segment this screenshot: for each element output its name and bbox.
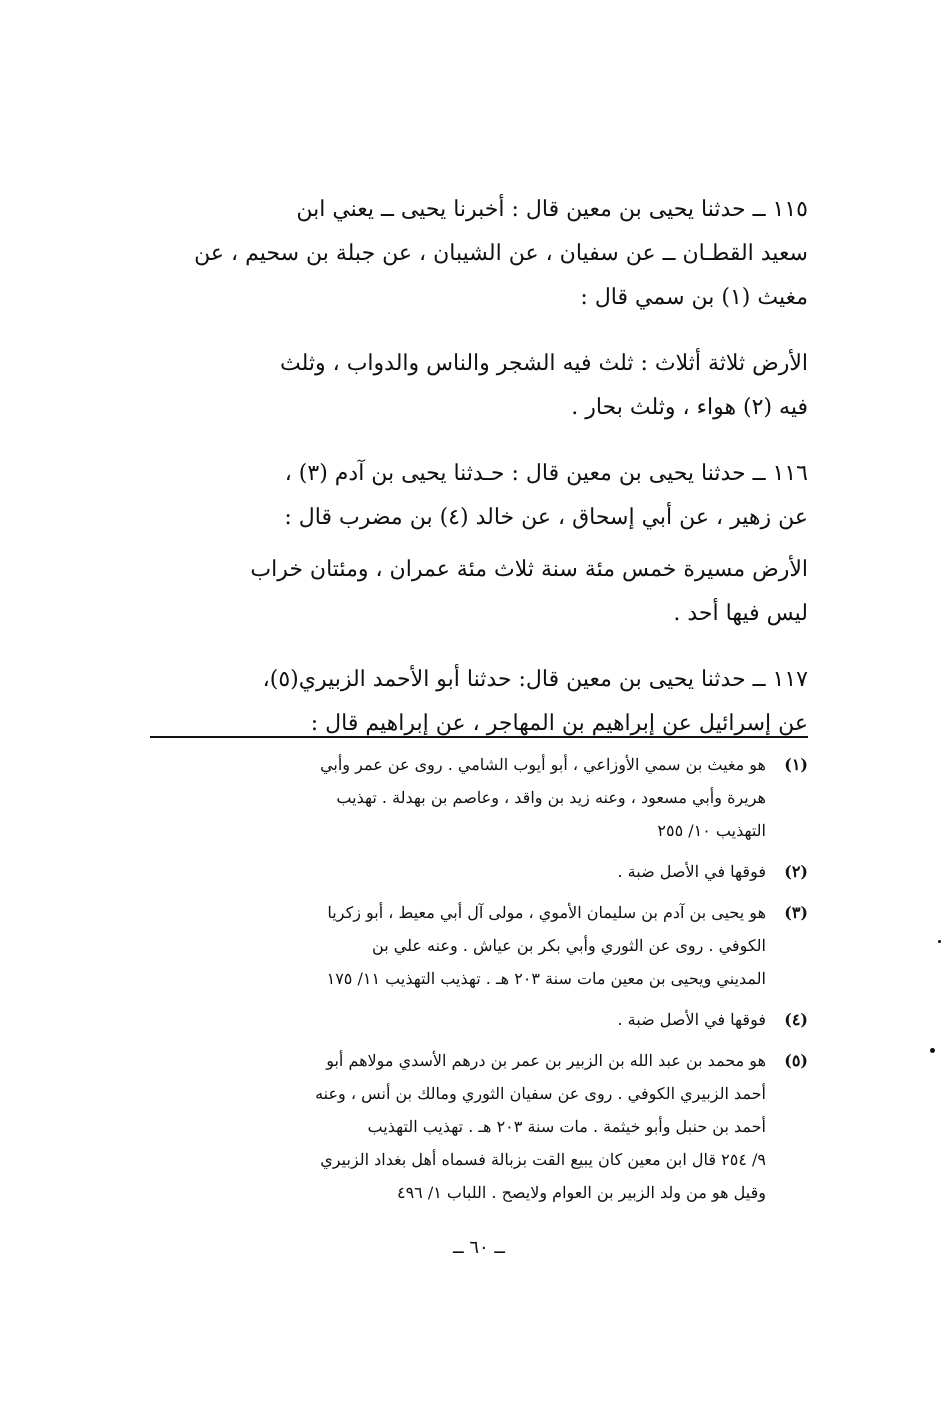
text-line: ١١٧ ــ حدثنا يحيى بن معين قال: حدثنا أبو الأحمد الزبيري(٥)،: [262, 667, 808, 692]
footnote-number: (١): [784, 755, 808, 774]
footnote-line: التهذيب ١٠/ ٢٥٥: [657, 821, 766, 840]
footnote-5: [150, 1044, 808, 1209]
text-line: سعيد القطـان ــ عن سفيان ، عن الشيبان ، عن جبلة بن سحيم ، عن: [194, 241, 808, 266]
footnote-text: [150, 1044, 766, 1209]
text-line: عن إسرائيل عن إبراهيم بن المهاجر ، عن إبراهيم قال :: [310, 711, 808, 736]
footnote-1: [150, 748, 808, 847]
scan-speck: [938, 940, 941, 943]
book-page: [150, 188, 808, 1268]
footnote-line: الكوفي . روى عن الثوري وأبي بكر بن عياش . وعنه علي بن: [372, 936, 766, 955]
footnote-number: (٥): [784, 1051, 808, 1070]
footnote-line: وقيل هو من ولد الزبير بن العوام ولايصح . اللباب ١/ ٤٩٦: [396, 1183, 766, 1202]
footnotes: [150, 748, 808, 1217]
footnote-line: فوقها في الأصل ضبة .: [617, 1010, 766, 1029]
footnote-line: هريرة وأبي مسعود ، وعنه زيد بن واقد ، وعاصم بن بهدلة . تهذيب: [336, 788, 766, 807]
footnote-2: [150, 855, 808, 888]
text-line: ١١٦ ــ حدثنا يحيى بن معين قال : حـدثنا يحيى بن آدم (٣) ،: [284, 461, 808, 486]
text-line: عن زهير ، عن أبي إسحاق ، عن خالد (٤) بن مضرب قال :: [284, 505, 808, 530]
footnote-line: ٩/ ٢٥٤ قال ابن معين كان يبيع القت بزبالة فسماه أهل بغداد الزبيري: [320, 1150, 766, 1169]
entry-117-isnad: [150, 658, 808, 746]
entry-116-isnad: [150, 452, 808, 540]
footnote-line: فوقها في الأصل ضبة .: [617, 862, 766, 881]
text-line: الأرض مسيرة خمس مئة سنة ثلاث مئة عمران ، ومئتان خراب: [250, 557, 808, 582]
text-line: الأرض ثلاثة أثلاث : ثلث فيه الشجر والناس والدواب ، وثلث: [279, 351, 808, 376]
entry-116-matn: [150, 548, 808, 636]
scan-speck: [930, 1048, 935, 1053]
footnote-number: (٤): [784, 1010, 808, 1029]
footnote-number: (٢): [784, 862, 808, 881]
text-line: ليس فيها أحد .: [673, 601, 808, 626]
page-number: ــ ٦٠ ــ: [453, 1237, 505, 1258]
footnote-line: هو يحيى بن آدم بن سليمان الأموي ، مولى آل أبي معيط ، أبو زكريا: [327, 903, 766, 922]
footnote-text: [150, 1003, 766, 1036]
entry-115-matn: [150, 342, 808, 430]
footnote-line: هو محمد بن عبد الله بن الزبير بن عمر بن درهم الأسدي مولاهم أبو: [326, 1051, 766, 1070]
footnote-text: [150, 748, 766, 847]
footnote-text: [150, 855, 766, 888]
footnote-line: أحمد الزبيري الكوفي . روى عن سفيان الثوري ومالك بن أنس ، وعنه: [315, 1084, 766, 1103]
footnote-separator: [150, 736, 808, 738]
text-line: مغيث (١) بن سمي قال :: [580, 285, 808, 310]
footnote-4: [150, 1003, 808, 1036]
footnote-text: [150, 896, 766, 995]
text-line: فيه (٢) هواء ، وثلث بحار .: [571, 395, 808, 420]
footnote-line: أحمد بن حنبل وأبو خيثمة . مات سنة ٢٠٣ هـ . تهذيب التهذيب: [367, 1117, 766, 1136]
footnote-3: [150, 896, 808, 995]
text-line: ١١٥ ــ حدثنا يحيى بن معين قال : أخبرنا يحيى ــ يعني ابن: [296, 197, 808, 222]
footnote-line: المديني ويحيى بن معين مات سنة ٢٠٣ هـ . تهذيب التهذيب ١١/ ١٧٥: [326, 969, 766, 988]
footnote-line: هو مغيث بن سمي الأوزاعي ، أبو أيوب الشامي . روى عن عمر وأبي: [320, 755, 766, 774]
footnote-number: (٣): [784, 903, 808, 922]
entry-115-isnad: [150, 188, 808, 320]
